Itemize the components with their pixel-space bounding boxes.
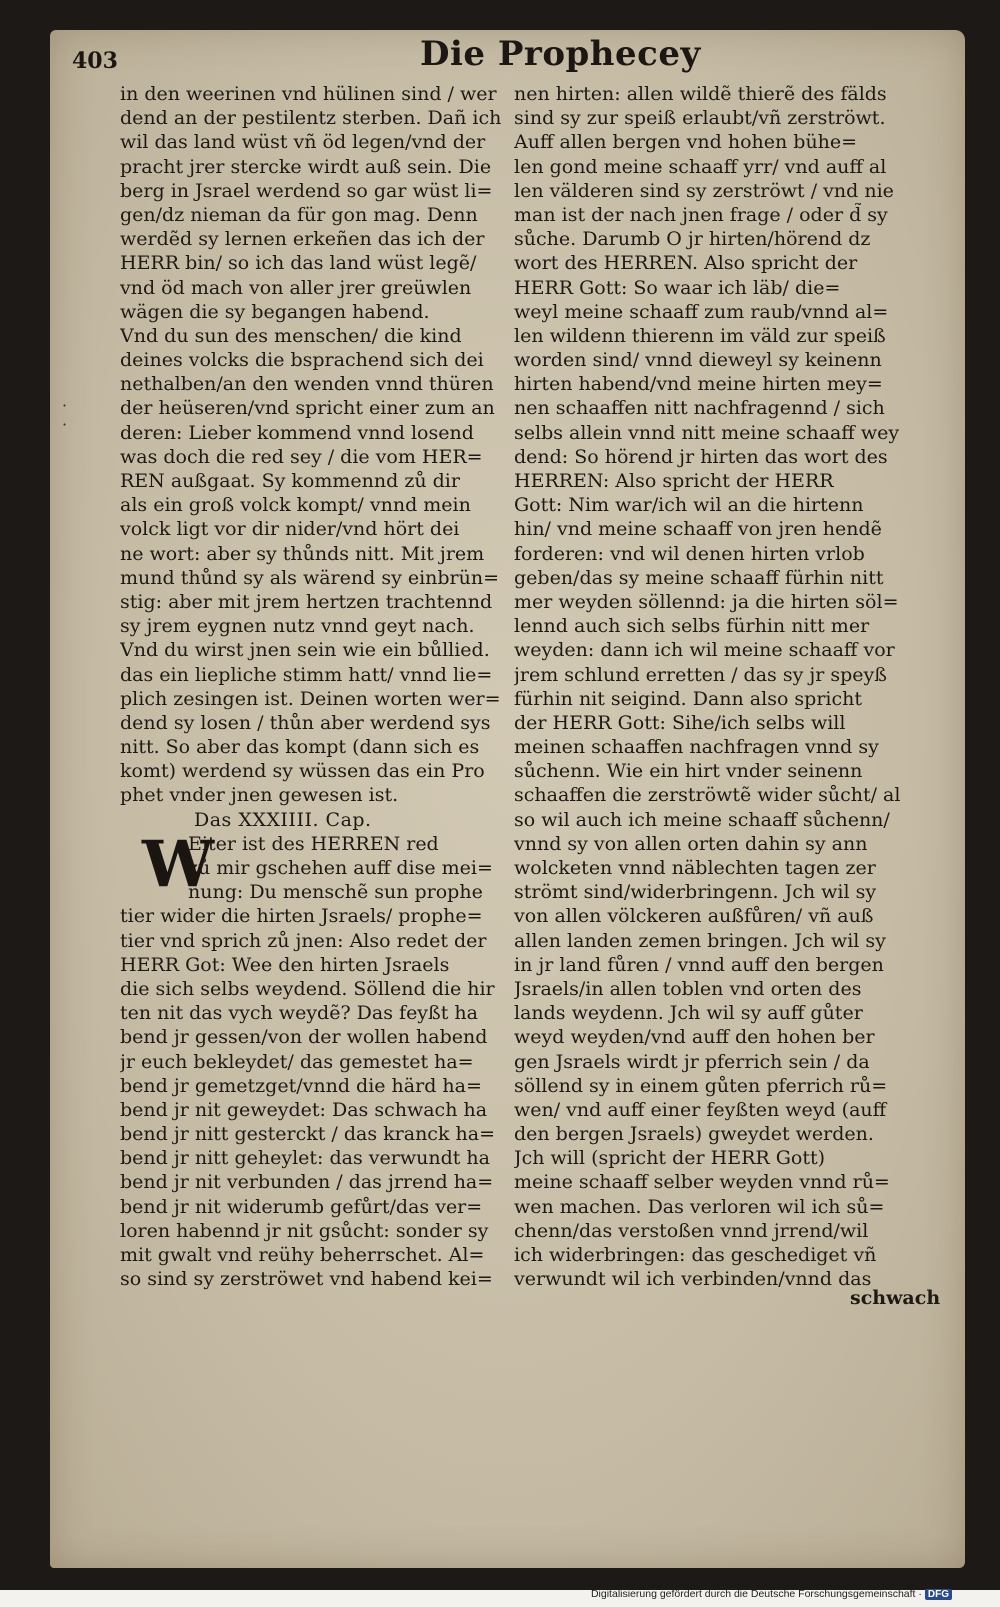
- left-column-text-before-heading: [120, 82, 522, 808]
- text-line: zů mir gschehen auff dise mei=: [188, 857, 493, 879]
- text-line: nen hirten: allen wildẽ thierẽ des fälds: [514, 83, 887, 105]
- text-line: weyd weyden/vnd auff den hohen ber: [514, 1026, 875, 1049]
- text-line: Eiter ist des HERREN red: [188, 832, 439, 855]
- text-line: das ein liepliche stimm hatt/ vnnd lie=: [120, 663, 493, 686]
- text-line: tier wider die hirten Jsraels/ prophe=: [120, 905, 483, 928]
- text-line: geben/das sy meine schaaff fürhin nitt: [514, 566, 884, 589]
- text-line: die sich selbs weydend. Söllend die hir: [120, 977, 495, 1000]
- text-line: vnnd sy von allen orten dahin sy ann: [514, 832, 868, 855]
- text-line: vnd öd mach von aller jrer greüwlen: [120, 276, 472, 299]
- text-line: bend jr gemetzget/vnnd die härd ha=: [120, 1074, 482, 1097]
- chapter-opening: [120, 826, 522, 1292]
- text-line: bend jr nit geweydet: Das schwach ha: [120, 1098, 488, 1121]
- text-line: sůchenn. Wie ein hirt vnder seinenn: [514, 760, 863, 783]
- text-line: in den weerinen vnd hülinen sind / wer: [120, 83, 497, 105]
- text-line: HERR Got: Wee den hirten Jsraels: [120, 953, 450, 976]
- text-line: Auff allen bergen vnd hohen bühe=: [514, 131, 858, 154]
- text-line: loren habennd jr nit gsůcht: sonder sy: [120, 1219, 489, 1242]
- text-line: lands weydenn. Jch wil sy auff gůter: [514, 1002, 863, 1025]
- text-line: schaaffen die zerströwtẽ wider sůcht/ al: [514, 784, 901, 807]
- text-line: mer weyden söllennd: ja die hirten söl=: [514, 590, 899, 613]
- text-line: worden sind/ vnnd dieweyl sy keinenn: [514, 349, 882, 372]
- text-line: Jch will (spricht der HERR Gott): [514, 1147, 826, 1170]
- text-line: tier vnd sprich zů jnen: Also redet der: [120, 929, 487, 952]
- text-line: wen/ vnd auff einer feyßten weyd (auff: [514, 1098, 887, 1121]
- digitization-credit: [591, 1588, 952, 1600]
- text-line: chenn/das verstoßen vnnd jrrend/wil: [514, 1219, 869, 1242]
- text-line: plich zesingen ist. Deinen worten wer=: [120, 687, 501, 710]
- text-line: nung: Du menschẽ sun prophe: [188, 881, 483, 904]
- text-line: was doch die red sey / die vom HER=: [120, 445, 483, 468]
- text-line: der heüseren/vnd spricht einer zum an: [120, 397, 495, 420]
- dfg-logo: DFG: [925, 1589, 952, 1600]
- text-line: pracht jrer stercke wirdt auß sein. Die: [120, 155, 492, 178]
- text-line: so sind sy zerströwet vnd habend kei=: [120, 1268, 493, 1291]
- catchword: schwach: [850, 1287, 941, 1309]
- text-line: dend sy losen / thůn aber werdend sys: [120, 711, 491, 734]
- text-line: HERR Gott: So waar ich läb/ die=: [514, 276, 841, 299]
- text-line: meine schaaff selber weyden vnnd rů=: [514, 1171, 890, 1194]
- text-line: komt) werdend sy wüssen das ein Pro: [120, 760, 485, 783]
- text-line: jrem schlund erretten / das sy jr speyß: [514, 663, 887, 686]
- text-line: len wildenn thierenn im väld zur speiß: [514, 324, 886, 347]
- text-line: gen Jsraels wirdt jr pferrich sein / da: [514, 1050, 870, 1073]
- margin-mark: · ·: [62, 396, 68, 434]
- text-line: wen machen. Das verloren wil ich sů=: [514, 1195, 885, 1218]
- text-line: len välderen sind sy zerströwt / vnd nie: [514, 179, 894, 202]
- text-line: bend jr nitt geheylet: das verwundt ha: [120, 1147, 490, 1170]
- running-title: Die Prophecey: [420, 34, 701, 74]
- text-line: in jr land fůren / vnnd auff den bergen: [514, 953, 884, 976]
- text-line: deines volcks die bsprachend sich dei: [120, 349, 484, 372]
- text-line: mit gwalt vnd reühy beherrschet. Al=: [120, 1244, 485, 1266]
- text-line: nen schaaffen nitt nachfragennd / sich: [514, 397, 885, 420]
- text-line: man ist der nach jnen frage / oder d̃ sy: [514, 203, 888, 226]
- text-line: weyden: dann ich wil meine schaaff vor: [514, 639, 895, 662]
- text-line: Jsraels/in allen toblen vnd orten des: [514, 977, 862, 1000]
- text-line: bend jr nit verbunden / das jrrend ha=: [120, 1171, 494, 1194]
- text-line: bend jr gessen/von der wollen habend: [120, 1026, 488, 1049]
- text-line: ne wort: aber sy thůnds nitt. Mit jrem: [120, 542, 485, 565]
- text-line: Vnd du sun des menschen/ die kind: [120, 324, 462, 347]
- text-line: hin/ vnd meine schaaff von jren hendẽ: [514, 518, 882, 541]
- text-line: werdẽd sy lernen erkeñen das ich der: [120, 228, 485, 251]
- text-line: ten nit das vych weydẽ? Das feyßt ha: [120, 1002, 478, 1025]
- text-line: HERREN: Also spricht der HERR: [514, 470, 834, 492]
- text-line: strömt sind/widerbringenn. Jch wil sy: [514, 881, 877, 904]
- text-line: volck ligt vor dir nider/vnd hört dei: [120, 518, 460, 541]
- text-line: ich widerbringen: das geschediget vñ: [514, 1244, 877, 1266]
- text-line: Vnd du wirst jnen sein wie ein bůllied.: [120, 639, 490, 662]
- text-line: so wil auch ich meine schaaff sůchenn/: [514, 808, 890, 831]
- text-line: hirten habend/vnd meine hirten mey=: [514, 373, 883, 396]
- text-line: stig: aber mit jrem hertzen trachtennd: [120, 590, 493, 613]
- text-line: wolcketen vnnd näblechten tagen zer: [514, 857, 876, 879]
- text-line: verwundt wil ich verbinden/vnnd das: [514, 1268, 872, 1291]
- text-line: jr euch bekleydet/ das gemestet ha=: [120, 1050, 474, 1073]
- text-line: phet vnder jnen gewesen ist.: [120, 784, 399, 807]
- text-line: fürhin nit seigind. Dann also spricht: [514, 687, 863, 710]
- right-column: [514, 82, 919, 1291]
- text-line: selbs allein vnnd nitt meine schaaff wey: [514, 421, 900, 444]
- text-line: Gott: Nim war/ich wil an die hirtenn: [514, 494, 864, 517]
- text-line: von allen völckeren außfůren/ vñ auß: [514, 905, 874, 928]
- text-line: lennd auch sich selbs fürhin nitt mer: [514, 615, 870, 638]
- chapter-heading: Das XXXIIII. Cap.: [194, 808, 372, 831]
- text-line: nethalben/an den wenden vnnd thüren: [120, 373, 494, 396]
- text-line: deren: Lieber kommend vnnd losend: [120, 421, 474, 444]
- text-line: dend an der pestilentz sterben. Dañ ich: [120, 107, 502, 130]
- text-line: söllend sy in einem gůten pferrich rů=: [514, 1074, 888, 1097]
- text-line: sind sy zur speiß erlaubt/vñ zerströwt.: [514, 107, 886, 130]
- text-line: wil das land wüst vñ öd legen/vnd der: [120, 131, 486, 154]
- text-line: nitt. So aber das kompt (dann sich es: [120, 736, 480, 759]
- text-line: allen landen zemen bringen. Jch wil sy: [514, 929, 886, 952]
- text-line: REN außgaat. Sy kommennd zů dir: [120, 470, 460, 492]
- text-line: der HERR Gott: Sihe/ich selbs will: [514, 711, 846, 734]
- text-line: berg in Jsrael werdend so gar wüst li=: [120, 179, 493, 202]
- text-line: meinen schaaffen nachfragen vnnd sy: [514, 736, 879, 759]
- page-number: 403: [72, 48, 118, 74]
- left-column: [120, 82, 522, 1291]
- text-line: weyl meine schaaff zum raub/vnnd al=: [514, 300, 889, 323]
- text-line: den bergen Jsraels) gweydet werden.: [514, 1123, 874, 1146]
- text-line: gen/dz nieman da für gon mag. Denn: [120, 203, 478, 226]
- drop-initial: W: [142, 826, 214, 902]
- text-line: forderen: vnd wil denen hirten vrlob: [514, 542, 865, 565]
- right-column-text: [514, 82, 919, 1291]
- text-line: mund thůnd sy als wärend sy einbrün=: [120, 566, 500, 589]
- text-line: wort des HERREN. Also spricht der: [514, 252, 858, 275]
- text-line: bend jr nitt gesterckt / das kranck ha=: [120, 1123, 495, 1146]
- text-line: als ein groß volck kompt/ vnnd mein: [120, 494, 471, 517]
- text-line: bend jr nit widerumb gefůrt/das ver=: [120, 1195, 483, 1218]
- text-line: len gond meine schaaff yrr/ vnd auff al: [514, 155, 887, 178]
- text-line: wägen die sy begangen habend.: [120, 300, 430, 323]
- credit-text: Digitalisierung gefördert durch die Deutsche Forschungsgemeinschaft ·: [590, 1588, 922, 1600]
- text-line: HERR bin/ so ich das land wüst legẽ/: [120, 252, 477, 275]
- text-line: sy jrem eygnen nutz vnnd geyt nach.: [120, 615, 475, 638]
- text-line: sůche. Darumb O jr hirten/hörend dz: [514, 228, 871, 251]
- text-line: dend: So hörend jr hirten das wort des: [514, 445, 888, 468]
